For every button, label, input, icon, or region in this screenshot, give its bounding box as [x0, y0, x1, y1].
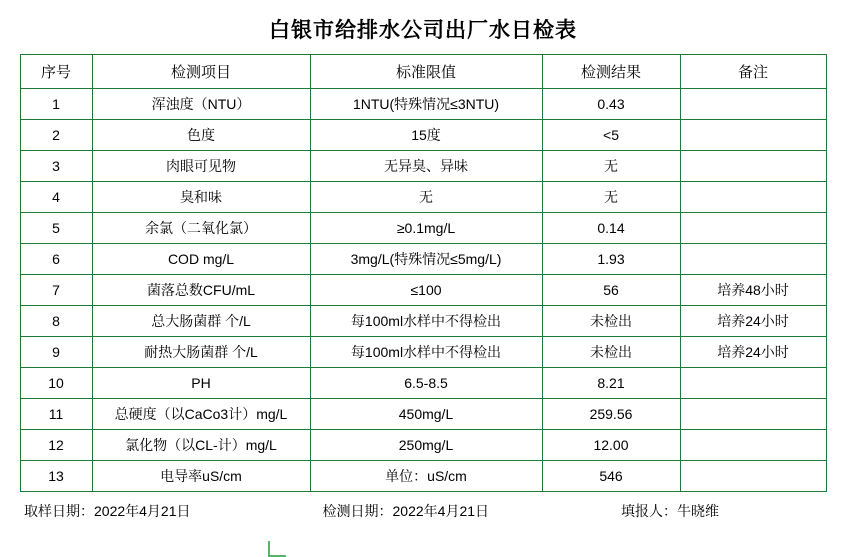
row-no: 2 [20, 120, 92, 151]
table-row [20, 89, 826, 120]
row-result: 未检出 [542, 306, 680, 337]
row-limit: 每100ml水样中不得检出 [310, 337, 542, 368]
row-item: 臭和味 [92, 182, 310, 213]
row-no: 5 [20, 213, 92, 244]
row-no: 1 [20, 89, 92, 120]
table-row [20, 461, 826, 492]
row-no: 11 [20, 399, 92, 430]
row-result: 无 [542, 182, 680, 213]
row-result: 0.14 [542, 213, 680, 244]
table-row [20, 244, 826, 275]
column-header-note: 备注 [680, 55, 826, 89]
row-note: 培养24小时 [680, 306, 826, 337]
row-limit: ≥0.1mg/L [310, 213, 542, 244]
table-row [20, 275, 826, 306]
row-note [680, 399, 826, 430]
table-row [20, 306, 826, 337]
row-result: 259.56 [542, 399, 680, 430]
row-no: 3 [20, 151, 92, 182]
row-item: 耐热大肠菌群 个/L [92, 337, 310, 368]
row-result: 8.21 [542, 368, 680, 399]
row-result: 546 [542, 461, 680, 492]
row-result: 56 [542, 275, 680, 306]
row-result: 0.43 [542, 89, 680, 120]
row-item: COD mg/L [92, 244, 310, 275]
row-no: 4 [20, 182, 92, 213]
row-result: 未检出 [542, 337, 680, 368]
row-no: 12 [20, 430, 92, 461]
row-note [680, 430, 826, 461]
row-note [680, 368, 826, 399]
row-item: 色度 [92, 120, 310, 151]
row-limit: 15度 [310, 120, 542, 151]
row-limit: 无 [310, 182, 542, 213]
row-note: 培养48小时 [680, 275, 826, 306]
row-note [680, 461, 826, 492]
row-note [680, 213, 826, 244]
row-no: 13 [20, 461, 92, 492]
row-item: 菌落总数CFU/mL [92, 275, 310, 306]
row-result: 1.93 [542, 244, 680, 275]
row-note [680, 120, 826, 151]
column-header-item: 检测项目 [92, 55, 310, 89]
footer-row [20, 492, 826, 521]
row-item: 电导率uS/cm [92, 461, 310, 492]
table-row [20, 368, 826, 399]
row-note [680, 244, 826, 275]
test-date: 检测日期：2022年4月21日 [322, 503, 490, 519]
row-item: PH [92, 368, 310, 399]
row-no: 8 [20, 306, 92, 337]
table-row [20, 337, 826, 368]
row-result: <5 [542, 120, 680, 151]
row-limit: 3mg/L(特殊情况≤5mg/L) [310, 244, 542, 275]
table-row [20, 120, 826, 151]
table-row [20, 430, 826, 461]
row-note [680, 182, 826, 213]
row-limit: 每100ml水样中不得检出 [310, 306, 542, 337]
row-limit: 6.5-8.5 [310, 368, 542, 399]
sampling-date: 取样日期：2022年4月21日 [24, 503, 191, 519]
row-limit: ≤100 [310, 275, 542, 306]
row-note: 培养24小时 [680, 337, 826, 368]
water-quality-table [20, 54, 827, 492]
row-item: 总硬度（以CaCo3计）mg/L [92, 399, 310, 430]
row-no: 9 [20, 337, 92, 368]
column-header-result: 检测结果 [542, 55, 680, 89]
row-item: 总大肠菌群 个/L [92, 306, 310, 337]
row-result: 无 [542, 151, 680, 182]
row-note [680, 89, 826, 120]
row-item: 氯化物（以CL-计）mg/L [92, 430, 310, 461]
row-limit: 450mg/L [310, 399, 542, 430]
row-item: 肉眼可见物 [92, 151, 310, 182]
row-note [680, 151, 826, 182]
row-limit: 1NTU(特殊情况≤3NTU) [310, 89, 542, 120]
row-item: 浑浊度（NTU） [92, 89, 310, 120]
page-title: 白银市给排水公司出厂水日检表 [269, 19, 577, 42]
table-row [20, 213, 826, 244]
row-item: 余氯（二氧化氯） [92, 213, 310, 244]
table-row [20, 151, 826, 182]
reporter: 填报人：牛晓维 [621, 503, 720, 519]
row-no: 6 [20, 244, 92, 275]
table-header-row [20, 55, 826, 89]
row-limit: 单位：uS/cm [310, 461, 542, 492]
column-header-no: 序号 [20, 55, 92, 89]
row-no: 7 [20, 275, 92, 306]
table-row [20, 182, 826, 213]
row-result: 12.00 [542, 430, 680, 461]
row-limit: 无异臭、异味 [310, 151, 542, 182]
row-limit: 250mg/L [310, 430, 542, 461]
row-no: 10 [20, 368, 92, 399]
table-row [20, 399, 826, 430]
column-header-limit: 标准限值 [310, 55, 542, 89]
crop-corner-marker [268, 541, 286, 557]
